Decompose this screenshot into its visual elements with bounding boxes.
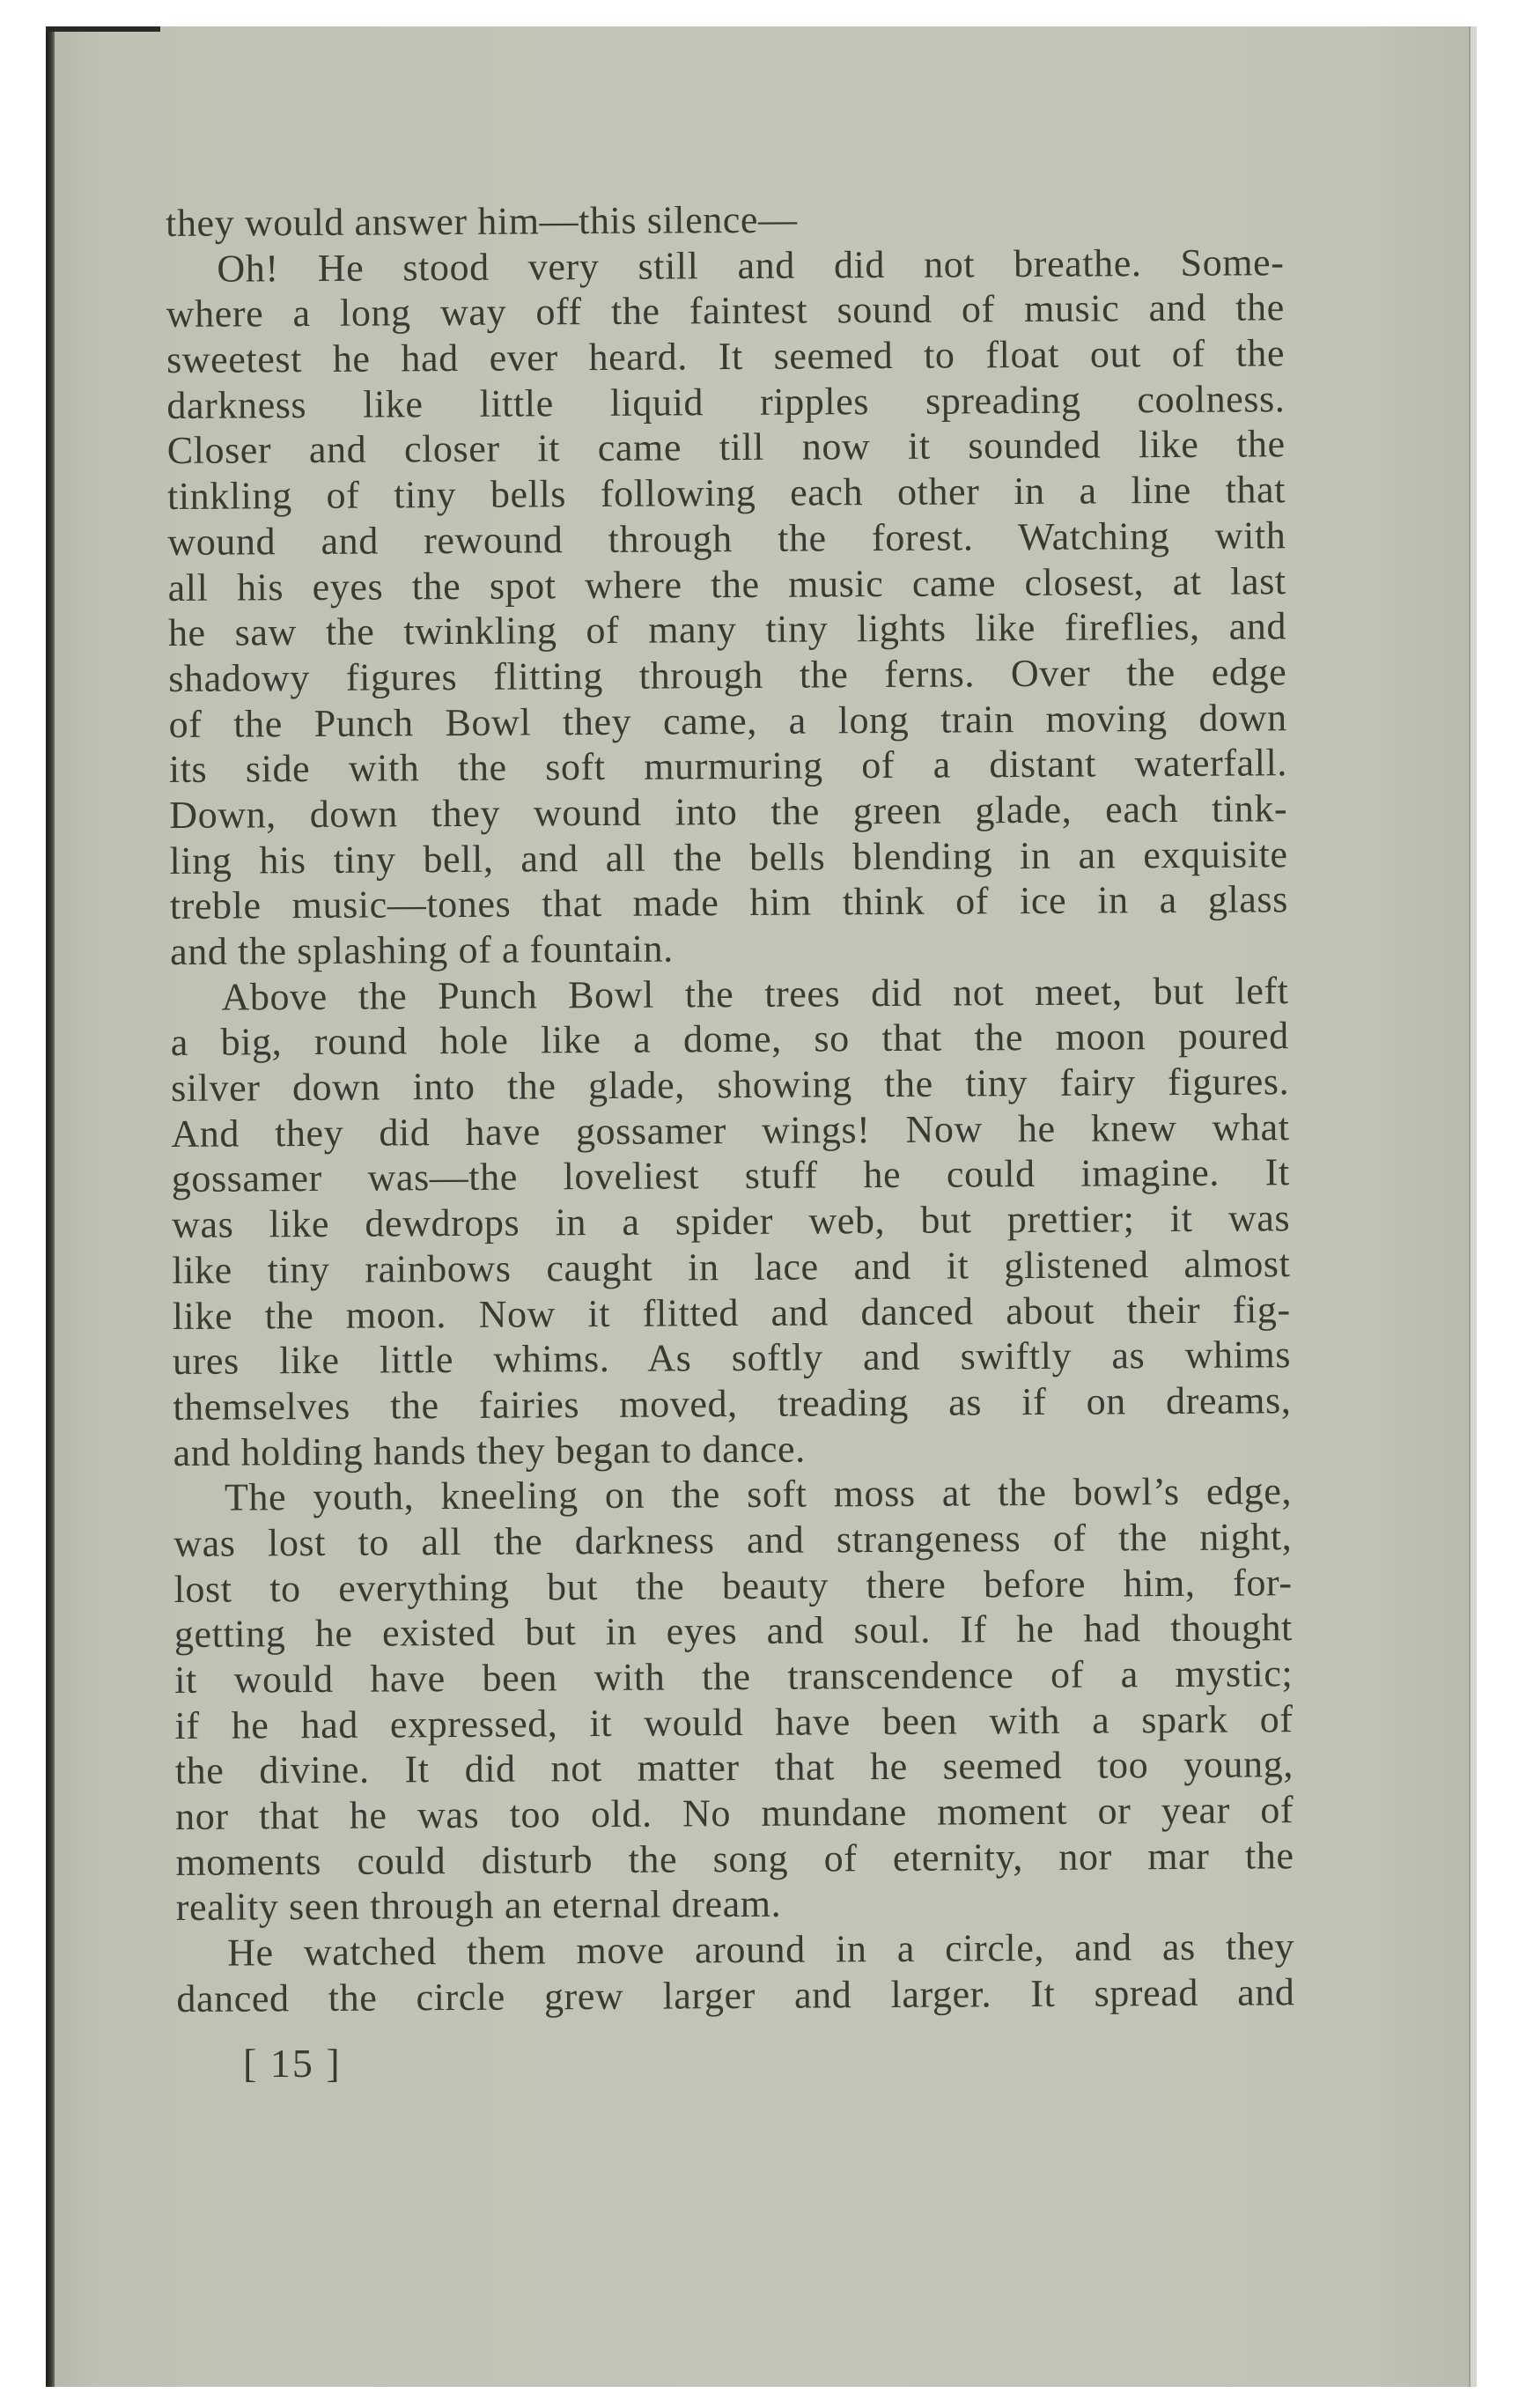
text-line: Above the Punch Bowl the trees did not meet, but left — [221, 968, 1289, 1019]
text-line: Closer and closer it came till now it sounded like the — [166, 422, 1286, 473]
text-line: gossamer was—the loveliest stuff he could imagine. It — [171, 1150, 1290, 1201]
text-line: darkness like little liquid ripples spreading coolness. — [166, 376, 1286, 427]
text-line: was lost to all the darkness and strangeness of the night, — [173, 1515, 1293, 1565]
text-line: tinkling of tiny bells following each other in a line that — [166, 468, 1286, 519]
text-line: and the splashing of a fountain. — [170, 927, 674, 973]
text-line: And they did have gossamer wings! Now he knew what — [171, 1104, 1290, 1156]
text-line: sweetest he had ever heard. It seemed to float out of the — [166, 331, 1286, 382]
text-line: The youth, kneeling on the soft moss at the bowl’s edge, — [224, 1469, 1293, 1519]
text-line: getting he existed but in eyes and soul. If he had thought — [173, 1606, 1294, 1657]
text-line: themselves the fairies moved, treading as if on dreams, — [173, 1378, 1292, 1429]
page-top-edge — [46, 26, 160, 32]
text-line: reality seen through an eternal dream. — [175, 1882, 782, 1930]
text-line: all his eyes the spot where the music came closest, at last — [167, 558, 1286, 609]
text-line: treble music—tones that made him think of ice in a glass — [169, 877, 1289, 928]
text-line: and holding hands they began to dance. — [173, 1427, 806, 1474]
text-line: like the moon. Now it flitted and danced about their fig- — [172, 1287, 1291, 1338]
text-line: a big, round hole like a dome, so that the moon poured — [170, 1014, 1289, 1065]
binding-shadow — [46, 26, 55, 2387]
text-line: ling his tiny bell, and all the bells blending in an exquisite — [169, 831, 1288, 883]
text-line: wound and rewound through the forest. Watching with — [167, 513, 1286, 564]
text-line: was like dewdrops in a spider web, but prettier; it was — [171, 1196, 1291, 1247]
text-line: shadowy figures flitting through the ferns. Over the edge — [168, 650, 1287, 700]
text-line: it would have been with the transcendence of a mystic; — [174, 1651, 1294, 1702]
text-line: if he had expressed, it would have been with a spark of — [174, 1696, 1294, 1747]
text-line: they would answer him—this silence— — [166, 197, 798, 245]
body-text — [166, 194, 1295, 2021]
text-line: silver down into the glade, showing the tiny fairy figures. — [171, 1060, 1290, 1111]
text-line: ures like little whims. As softly and swiftly as whims — [172, 1333, 1292, 1384]
text-line: where a long way off the faintest sound of music and the — [166, 285, 1285, 336]
text-line: He watched them move around in a circle, and as they — [227, 1924, 1295, 1975]
text-line: he saw the twinkling of many tiny lights like fireflies, and — [167, 604, 1287, 655]
text-line: the divine. It did not matter that he seemed too young, — [174, 1742, 1294, 1793]
text-line: of the Punch Bowl they came, a long train moving down — [168, 695, 1287, 746]
text-line: its side with the soft murmuring of a distant waterfall. — [168, 741, 1288, 792]
page-fore-edge — [1469, 26, 1477, 2387]
text-line: Oh! He stood very still and did not breathe. Some- — [217, 240, 1285, 291]
text-line: lost to everything but the beauty there before him, for- — [173, 1560, 1293, 1611]
text-line: danced the circle grew larger and larger. It spread and — [176, 1970, 1295, 2020]
text-line: like tiny rainbows caught in lace and it glistened almost — [172, 1242, 1291, 1292]
text-line: Down, down they wound into the green glade, each tink- — [169, 787, 1288, 837]
page-number: [ 15 ] — [243, 2041, 342, 2086]
text-line: nor that he was too old. No mundane moment or year of — [175, 1788, 1294, 1839]
text-line: moments could disturb the song of eternity, nor mar the — [175, 1833, 1294, 1884]
